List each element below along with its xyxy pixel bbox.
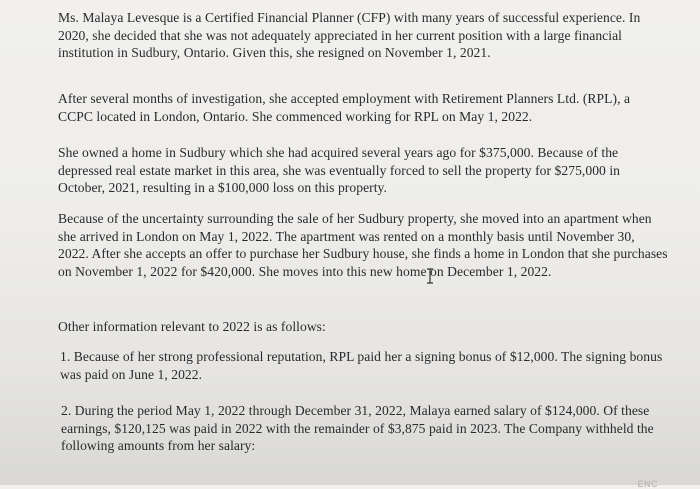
list-item-salary: 2. During the period May 1, 2022 through December 31, 2022, Malaya earned salary of $124,000. Of these earnings, $120,125 was paid in 2022 with the remainder of $3,875 paid in 2023. The Company withheld the following amounts from her salary: [61,403,654,453]
corner-label: ENC [637,479,658,489]
paragraph-move: Because of the uncertainty surrounding the sale of her Sudbury property, she moved into an apartment when she arrived in London on May 1, 2022. The apartment was rented on a monthly basis until November 30, 2022. After she accepts an offer to purchase her Sudbury house, she finds a home in London that she purchases on November 1, 2022 for $420,000. She moves into this new home on December 1, 2022. [58,211,668,279]
text-cursor-icon [426,268,434,284]
list-item-signing-bonus: 1. Because of her strong professional reputation, RPL paid her a signing bonus of $12,000. The signing bonus was paid on June 1, 2022. [60,349,663,382]
paragraph-background: Ms. Malaya Levesque is a Certified Financial Planner (CFP) with many years of successful experience. In 2020, she decided that she was not adequately appreciated in her current position with a large financial institution in Sudbury, Ontario. Given this, she resigned on November 1, 2021. [58,10,641,60]
paragraph-employment: After several months of investigation, she accepted employment with Retirement Planners Ltd. (RPL), a CCPC located in London, Ontario. She commenced working for RPL on May 1, 2022. [58,91,631,124]
paragraph-other-info-heading: Other information relevant to 2022 is as follows: [58,319,326,334]
paragraph-sudbury-home: She owned a home in Sudbury which she had acquired several years ago for $375,000. Because of the depressed real estate market in this area, she was eventually forced to sell the property for $275,000 in October, 2021, resulting in a $100,000 loss on this property. [58,145,621,195]
